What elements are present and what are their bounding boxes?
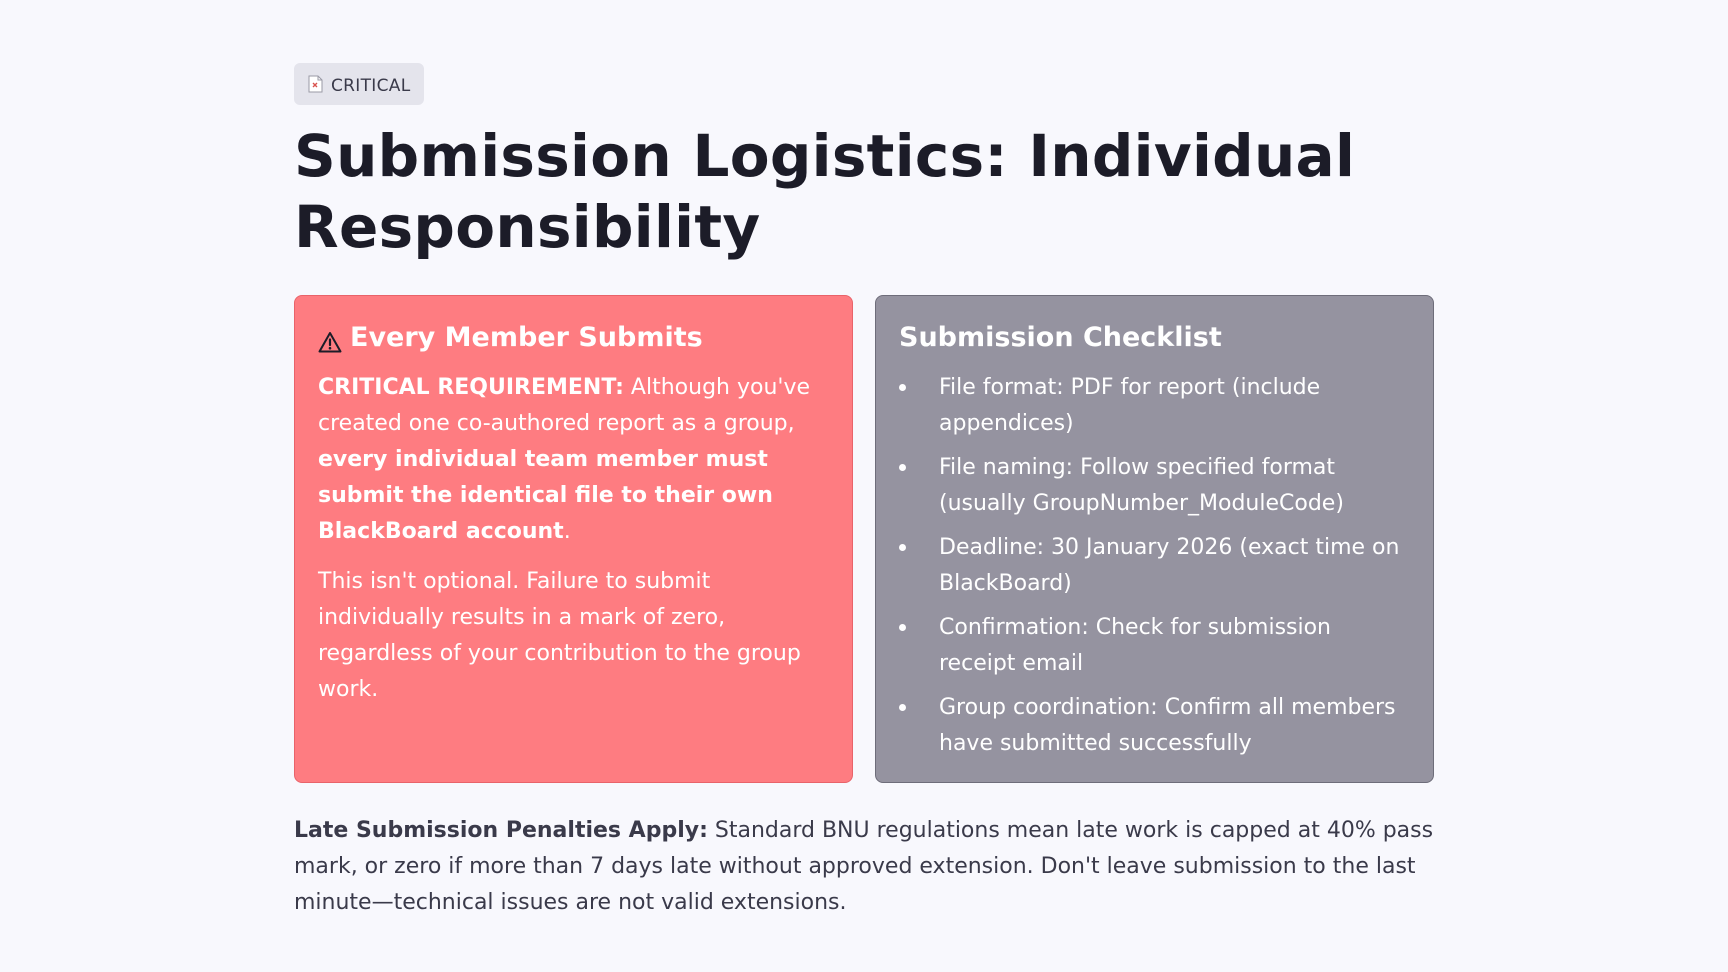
critical-requirement-end: . bbox=[563, 519, 571, 544]
list-item-text: File format: PDF for report (include appendices) bbox=[939, 375, 1321, 436]
bullet-icon bbox=[899, 384, 906, 391]
list-item-text: Group coordination: Confirm all members have submitted successfully bbox=[939, 695, 1396, 756]
card-heading bbox=[899, 320, 1410, 356]
critical-requirement-text: Although you've created one co-authored report as a group, bbox=[318, 375, 810, 436]
bullet-icon bbox=[899, 704, 906, 711]
card-heading bbox=[318, 320, 829, 356]
late-penalty-text: Standard BNU regulations mean late work is capped at 40% pass mark, or zero if more than 7 days late without approved extension. Don't leave submission to the last minute—technical issues are not valid extensions. bbox=[294, 818, 1434, 915]
checklist bbox=[899, 370, 1410, 762]
list-item bbox=[899, 610, 1410, 682]
cards-row bbox=[294, 295, 1434, 783]
critical-requirement-lead: CRITICAL REQUIREMENT: bbox=[318, 375, 624, 400]
critical-requirement-emphasis: every individual team member must submit the identical file to their own BlackBoard account bbox=[318, 447, 773, 544]
submission-checklist-card bbox=[875, 295, 1434, 783]
list-item-text: Deadline: 30 January 2026 (exact time on BlackBoard) bbox=[939, 535, 1400, 596]
bullet-icon bbox=[899, 624, 906, 631]
list-item bbox=[899, 690, 1410, 762]
page-title: Submission Logistics: Individual Responsibility bbox=[294, 122, 1356, 261]
slide-content bbox=[294, 63, 1434, 943]
broken-image-icon bbox=[308, 75, 323, 93]
list-item-text: Confirmation: Check for submission receipt email bbox=[939, 615, 1332, 676]
warning-icon bbox=[318, 327, 342, 349]
critical-badge bbox=[294, 63, 424, 105]
late-penalty-note bbox=[294, 813, 1434, 921]
critical-requirement-paragraph bbox=[318, 370, 829, 550]
list-item-text: File naming: Follow specified format (usually GroupNumber_ModuleCode) bbox=[939, 455, 1344, 516]
list-item bbox=[899, 450, 1410, 522]
bullet-icon bbox=[899, 464, 906, 471]
bullet-icon bbox=[899, 544, 906, 551]
badge-label: CRITICAL bbox=[331, 76, 411, 96]
list-item bbox=[899, 370, 1410, 442]
late-penalty-lead: Late Submission Penalties Apply: bbox=[294, 818, 708, 843]
not-optional-paragraph: This isn't optional. Failure to submit individually results in a mark of zero, regardless of your contribution to the group work. bbox=[318, 569, 801, 702]
every-member-submits-card bbox=[294, 295, 853, 783]
card-heading-text: Every Member Submits bbox=[350, 322, 703, 353]
card-heading-text: Submission Checklist bbox=[899, 322, 1222, 353]
list-item bbox=[899, 530, 1410, 602]
